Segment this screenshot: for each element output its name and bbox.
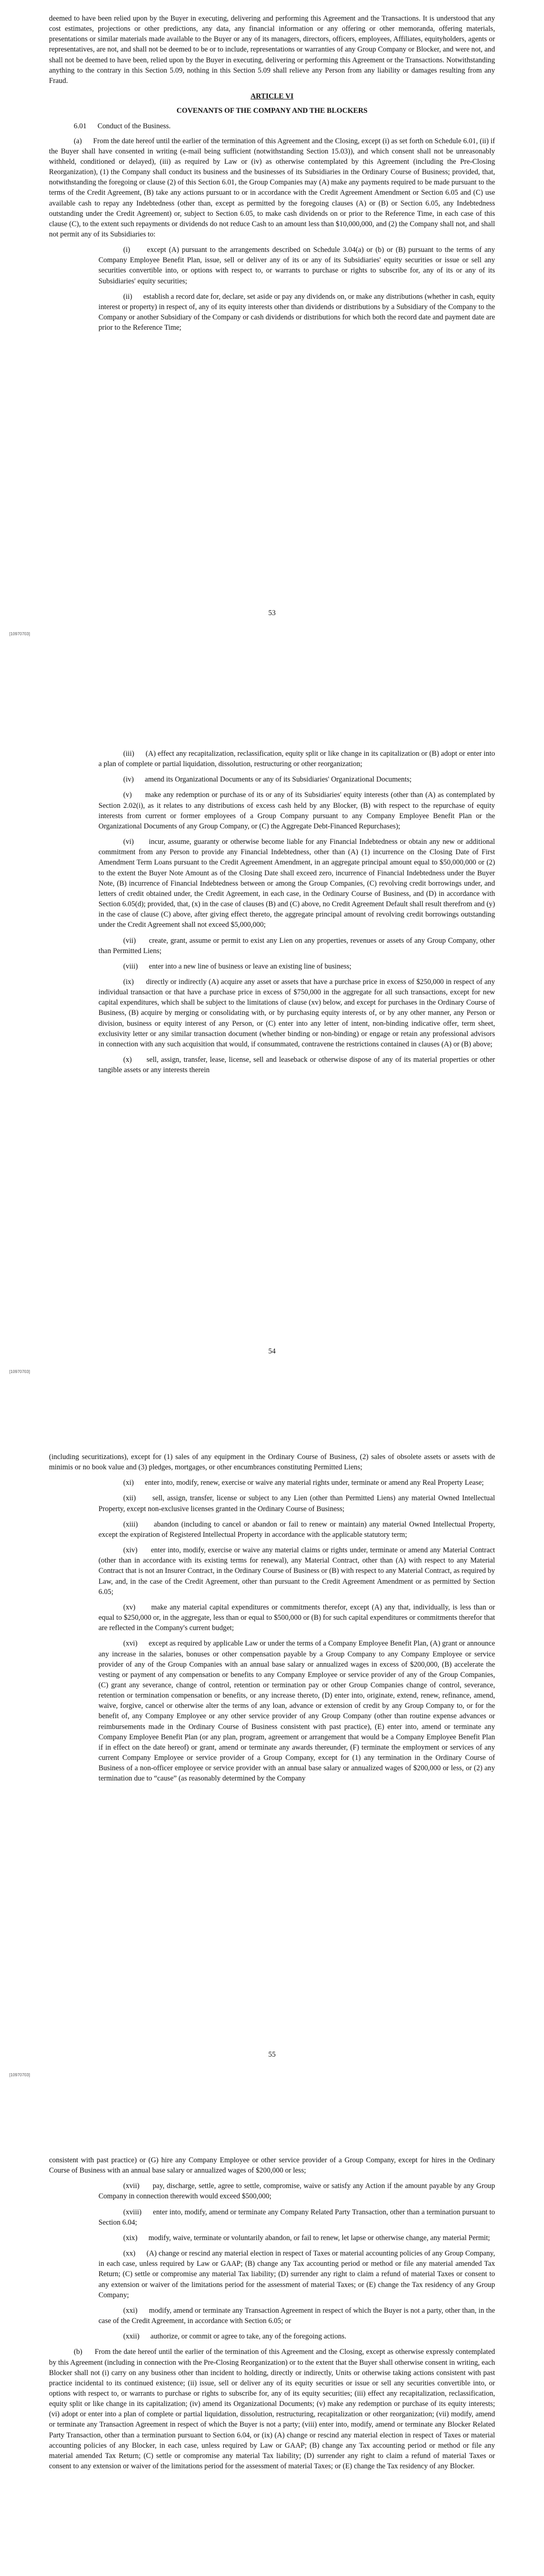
article-heading: ARTICLE VI [250,92,294,101]
clause-iii: (iii) (A) effect any recapitalization, reclassification, equity split or like change in its capitalization or (B) adopt or enter into a plan of complete or partial liquidation, dissolution, restructuring or other reorganization; [98,750,495,769]
clause-xix: (xix) modify, waive, terminate or voluntarily abandon, or fail to renew, let lapse or otherwise change, any material Permit; [123,2233,490,2242]
clause-xviii: (xviii) enter into, modify, amend or terminate any Company Related Party Transaction, other than a termination pursuant to Section 6.04; [98,2208,495,2227]
paragraph-6-01-b: (b) From the date hereof until the earlier of the termination of this Agreement and the Closing, except as otherwise expressly contemplated by this Agreement (including in connection with the Pre-Closing Reorganization) or to the extent that the Buyer shall otherwise consent in writing, each Blocker shall not (i) carry on any business other than incident to holding, directly or indirectly, Units or otherwise taking actions consistent with past practice incidental to its continued existence; (ii) issue, sell or deliver any of its equity securities or issue or sell any securities convertible into, or options with respect to, or warrants to purchase or rights to subscribe for, any of its equity securities; (iii) effect any recapitalization, reclassification, equity split or like change in its capitalization; (iv) amend its Organizational Documents; (v) make any redemption or purchase of its equity interests; (vi) adopt or enter into a plan of complete or partial liquidation, dissolution, restructuring, recapitalization or other reorganization; (vii) modify, amend or terminate any Transaction Agreement in respect of which the Buyer is not a party; (viii) enter into, modify, amend or terminate any Blocker Related Party Transaction, other than a termination pursuant to Section 6.04, or (ix) (A) change or rescind any material election in respect of Taxes or material accounting policies of any Blocker, in each case, unless required by Law or GAAP; (B) change any Tax accounting period or method or file any material amended Tax Return; (C) settle or compromise any material Tax liability; (D) surrender any right to claim a refund of material Taxes or consent to any extension or waiver of the limitations period for the assessment of material Taxes; or (E) change the Tax residency of any Blocker. [49,2348,495,2471]
document-page-55 [0,1406,544,2110]
document-page-53 [0,0,544,703]
clause-vii: (vii) create, grant, assume or permit to exist any Lien on any properties, revenues or assets of any Group Company, other than Permitted Liens; [98,936,495,955]
clause-ii: (ii) establish a record date for, declare, set aside or pay any dividends on, or make any distributions (whether in cash, equity interest or property) in respect of, any of its equity interests other than dividends or distributions by a Subsidiary of the Company to the Company or another Subsidiary of the Company or cash dividends or distributions for which both the record date and payment date are prior to the Reference Time; [98,292,495,332]
clause-vi: (vi) incur, assume, guaranty or otherwise become liable for any Financial Indebtedness or obtain any new or additional commitment from any Person to provide any Financial Indebtedness, other than (A) (1) incurrence on the Closing Date of First Amendment Term Loans pursuant to the Credit Agreement Amendment, in an aggregate principal amount equal to $50,000,000 or (2) to the extent the Buyer Note Amount as of the Closing Date shall exceed zero, incurrence of Financial Indebtedness under the Buyer Note, (B) incurrence of Financial Indebtedness between or among the Group Companies, (C) revolving credit borrowings under, and letters of credit obtained under, the Credit Agreement, in each case, in the Ordinary Course of Business, and (D) in accordance with Section 6.05(d); provided, that, (x) in the case of clauses (B) and (C) above, no Credit Agreement Default shall result therefrom and (y) in the case of clause (C) above, after giving effect thereto, the aggregate principal amount of revolving credit borrowings outstanding under the Credit Agreement shall not exceed $5,000,000; [98,838,495,929]
section-heading-6-01: 6.01 Conduct of the Business. [74,122,171,131]
page-number: 55 [268,2050,276,2059]
clause-iv: (iv) amend its Organizational Documents or any of its Subsidiaries' Organizational Documents; [123,775,412,784]
clause-viii: (viii) enter into a new line of business or leave an existing line of business; [123,962,352,971]
paragraph-intro: deemed to have been relied upon by the Buyer in executing, delivering and performing this Agreement and the Transactions. It is understood that any cost estimates, projections or other predictions, any data, any financial information or any offering or other memoranda, offering materials, presentations or similar materials made available to the Buyer or any of its managers, directors, officers, employees, Affiliates, equityholders, agents or representatives, are not, and shall not be deemed to be or to include, representations or warranties of any Group Company or Blocker, and were not, and shall not be deemed to have been, relied upon by the Buyer in executing, delivering or performing this Agreement or the Transactions. Notwithstanding anything to the contrary in this Section 5.09, nothing in this Section 5.09 shall relieve any Person from any liability or damages resulting from any Fraud. [49,14,495,85]
paragraph-6-01-a: (a) From the date hereof until the earlier of the termination of this Agreement and the Closing, except (i) as set forth on Schedule 6.01, (ii) if the Buyer shall have consented in writing (e-mail being sufficient (notwithstanding Section 15.03)), and which consent shall not be unreasonably withheld, conditioned or delayed), (iii) as required by Law or (iv) as otherwise contemplated by this Agreement (including the Pre-Closing Reorganization), (1) the Company shall conduct its business and the businesses of its Subsidiaries in the Ordinary Course of Business; provided, that, notwithstanding the foregoing or clause (2) of this Section 6.01, the Group Companies may (A) make any payments required to be made pursuant to the terms of the Credit Agreement, (B) take any actions pursuant to or in accordance with the Credit Agreement Amendment or Section 6.05 and (C) use available cash to repay any Indebtedness (other than, except as permitted by the foregoing clauses (A) or (B) or Section 6.05, any Indebtedness outstanding under the Credit Agreement) or, subject to Section 6.05, to make cash dividends on or prior to the Reference Time, in each case of this clause (C), to the extent such repayments or dividends do not reduce Cash to an amount less than $10,000,000, and (2) the Company shall not, and shall not permit any of its Subsidiaries to: [49,137,495,239]
footer-document-code: [10970703] [9,1369,30,1374]
page-number: 54 [268,1347,276,1355]
clause-xxii: (xxii) authorize, or commit or agree to take, any of the foregoing actions. [123,2332,347,2341]
clause-xxi: (xxi) modify, amend or terminate any Transaction Agreement in respect of which the Buyer is not a party, other than, in the case of the Credit Agreement, in accordance with Section 6.05; or [98,2306,495,2326]
clause-ix: (ix) directly or indirectly (A) acquire any asset or assets that have a purchase price in excess of $250,000 in respect of any individual transaction or that have a purchase price in excess of $750,000 in the aggregate for all such transactions, except for new capital expenditures, which shall be subject to the limitations of clause (xv) below, and except for purchases in the Ordinary Course of Business, (B) acquire by merging or consolidating with, or by purchasing equity interests of, or by any other manner, any Person or division, business or equity interest of any Person, or (C) enter into any letter of intent, non-binding indicative offer, term sheet, exclusivity letter or any similar transaction document (whether binding or non-binding) or engage or retain any professional advisors in connection with any such acquisition that would, if consummated, contravene the restrictions contained in clauses (A) or (B) above; [98,977,495,1048]
clause-v: (v) make any redemption or purchase of its or any of its Subsidiaries' equity interests (other than (A) as contemplated by Section 2.02(i), as it relates to any distributions of excess cash held by any Blocker, (B) with respect to the repurchase of equity interests from current or former employees of a Group Company pursuant to any Company Employee Benefit Plan or the Organizational Documents of any Group Company, or (C) the Aggregate Debt-Financed Repurchases); [98,791,495,831]
page-number: 53 [268,609,276,617]
clause-xvii: (xvii) pay, discharge, settle, agree to settle, compromise, waive or satisfy any Action if the amount payable by any Group Company in connection therewith would exceed $500,000; [98,2182,495,2201]
article-title: COVENANTS OF THE COMPANY AND THE BLOCKERS [176,107,368,115]
document-page-56 [0,2110,544,2576]
paragraph-continuation: (including securitizations), except for (1) sales of any equipment in the Ordinary Course of Business, (2) sales of obsolete assets or assets with de minimis or no book value and (3) pledges, mortgages, or other encumbrances constituting Permitted Liens; [49,1453,495,1472]
clause-xii: (xii) sell, assign, transfer, license or subject to any Lien (other than Permitted Liens) any material Owned Intellectual Property, except non-exclusive licenses granted in the Ordinary Course of Business; [98,1494,495,1513]
clause-xiii: (xiii) abandon (including to cancel or abandon or fail to renew or maintain) any material Owned Intellectual Property, except the expiration of Registered Intellectual Property in accordance with the applicable statutory term; [98,1520,495,1539]
clause-x: (x) sell, assign, transfer, lease, license, sell and leaseback or otherwise dispose of any of its material properties or other tangible assets or any interests therein [98,1056,495,1075]
footer-document-code: [10970703] [9,2073,30,2077]
clause-xi: (xi) enter into, modify, renew, exercise or waive any material rights under, terminate or amend any Real Property Lease; [123,1479,484,1487]
document-page-54 [0,703,544,1406]
clause-xv: (xv) make any material capital expenditures or commitments therefor, except (A) any that, individually, is less than or equal to $250,000 or, in the aggregate, less than or equal to $500,000 or (B) for such capital expenditures or commitments therefor that are reflected in the Company's current budget; [98,1603,495,1633]
clause-xx: (xx) (A) change or rescind any material election in respect of Taxes or material accounting policies of any Group Company, in each case, unless required by Law or GAAP; (B) change any Tax accounting period or method or file any material amended Tax Return; (C) settle or compromise any material Tax liability; (D) surrender any right to claim a refund of material Taxes or consent to any extension or waiver of the limitations period for the assessment of material Taxes; or (E) change the Tax residency of any Group Company; [98,2249,495,2299]
clause-i: (i) except (A) pursuant to the arrangements described on Schedule 3.04(a) or (b) or (B) pursuant to the terms of any Company Employee Benefit Plan, issue, sell or deliver any of its or any of its Subsidiaries' equity securities or issue or sell any securities convertible into, or options with respect to, or warrants to purchase or rights to subscribe for, any of its or any of its Subsidiaries' equity securities; [98,246,495,285]
paragraph-continuation: consistent with past practice) or (G) hire any Company Employee or other service provider of a Group Company, except for hires in the Ordinary Course of Business with an annual base salary or annualized wages of $200,000 or less; [49,2156,495,2175]
clause-xiv: (xiv) enter into, modify, exercise or waive any material claims or rights under, terminate or amend any Material Contract (other than in accordance with its existing terms for renewal), any Material Contract, other than (A) with respect to any Material Contract that is not an Insurer Contract, in the Ordinary Course of Business or (B) with respect to any Material Contract, as required by Law, and, in the case of the Credit Agreement, other than pursuant to the Credit Agreement Amendment or as permitted by Section 6.05; [98,1546,495,1596]
clause-xvi: (xvi) except as required by applicable Law or under the terms of a Company Employee Benefit Plan, (A) grant or announce any increase in the salaries, bonuses or other compensation payable by a Group Company to any Company Employee or service provider of any of the Group Companies with an annual base salary or annualized wages in excess of $200,000, (B) accelerate the vesting or payment of any compensation or benefits to any Company Employee or service provider of any of the Group Companies, (C) grant any severance, change of control, retention or termination pay or other Group Companies change of control, severance, retention or termination compensation or benefits, or any increase thereto, (D) enter into, originate, extend, renew, refinance, amend, waive, forgive, cancel or otherwise alter the terms of any loan, advance or extension of credit by any Group Company to, or for the benefit of, any Company Employee or any other service provider of any Group Company (other than routine expense advances or reimbursements made in the Ordinary Course of Business consistent with past practice), (E) enter into, amend or terminate any Company Employee Benefit Plan (or any plan, program, agreement or arrangement that would be a Company Employee Benefit Plan if in effect on the date hereof) or grant, amend or terminate any awards thereunder, (F) terminate the employment or services of any current Company Employee or service provider of a Group Company, except for (1) any termination in the Ordinary Course of Business of a non-officer employee or service provider with an annual base salary or annualized wages of $200,000 or less, or (2) any termination due to “cause” (as reasonably determined by the Company [98,1639,495,1783]
footer-document-code: [10970703] [9,632,30,636]
